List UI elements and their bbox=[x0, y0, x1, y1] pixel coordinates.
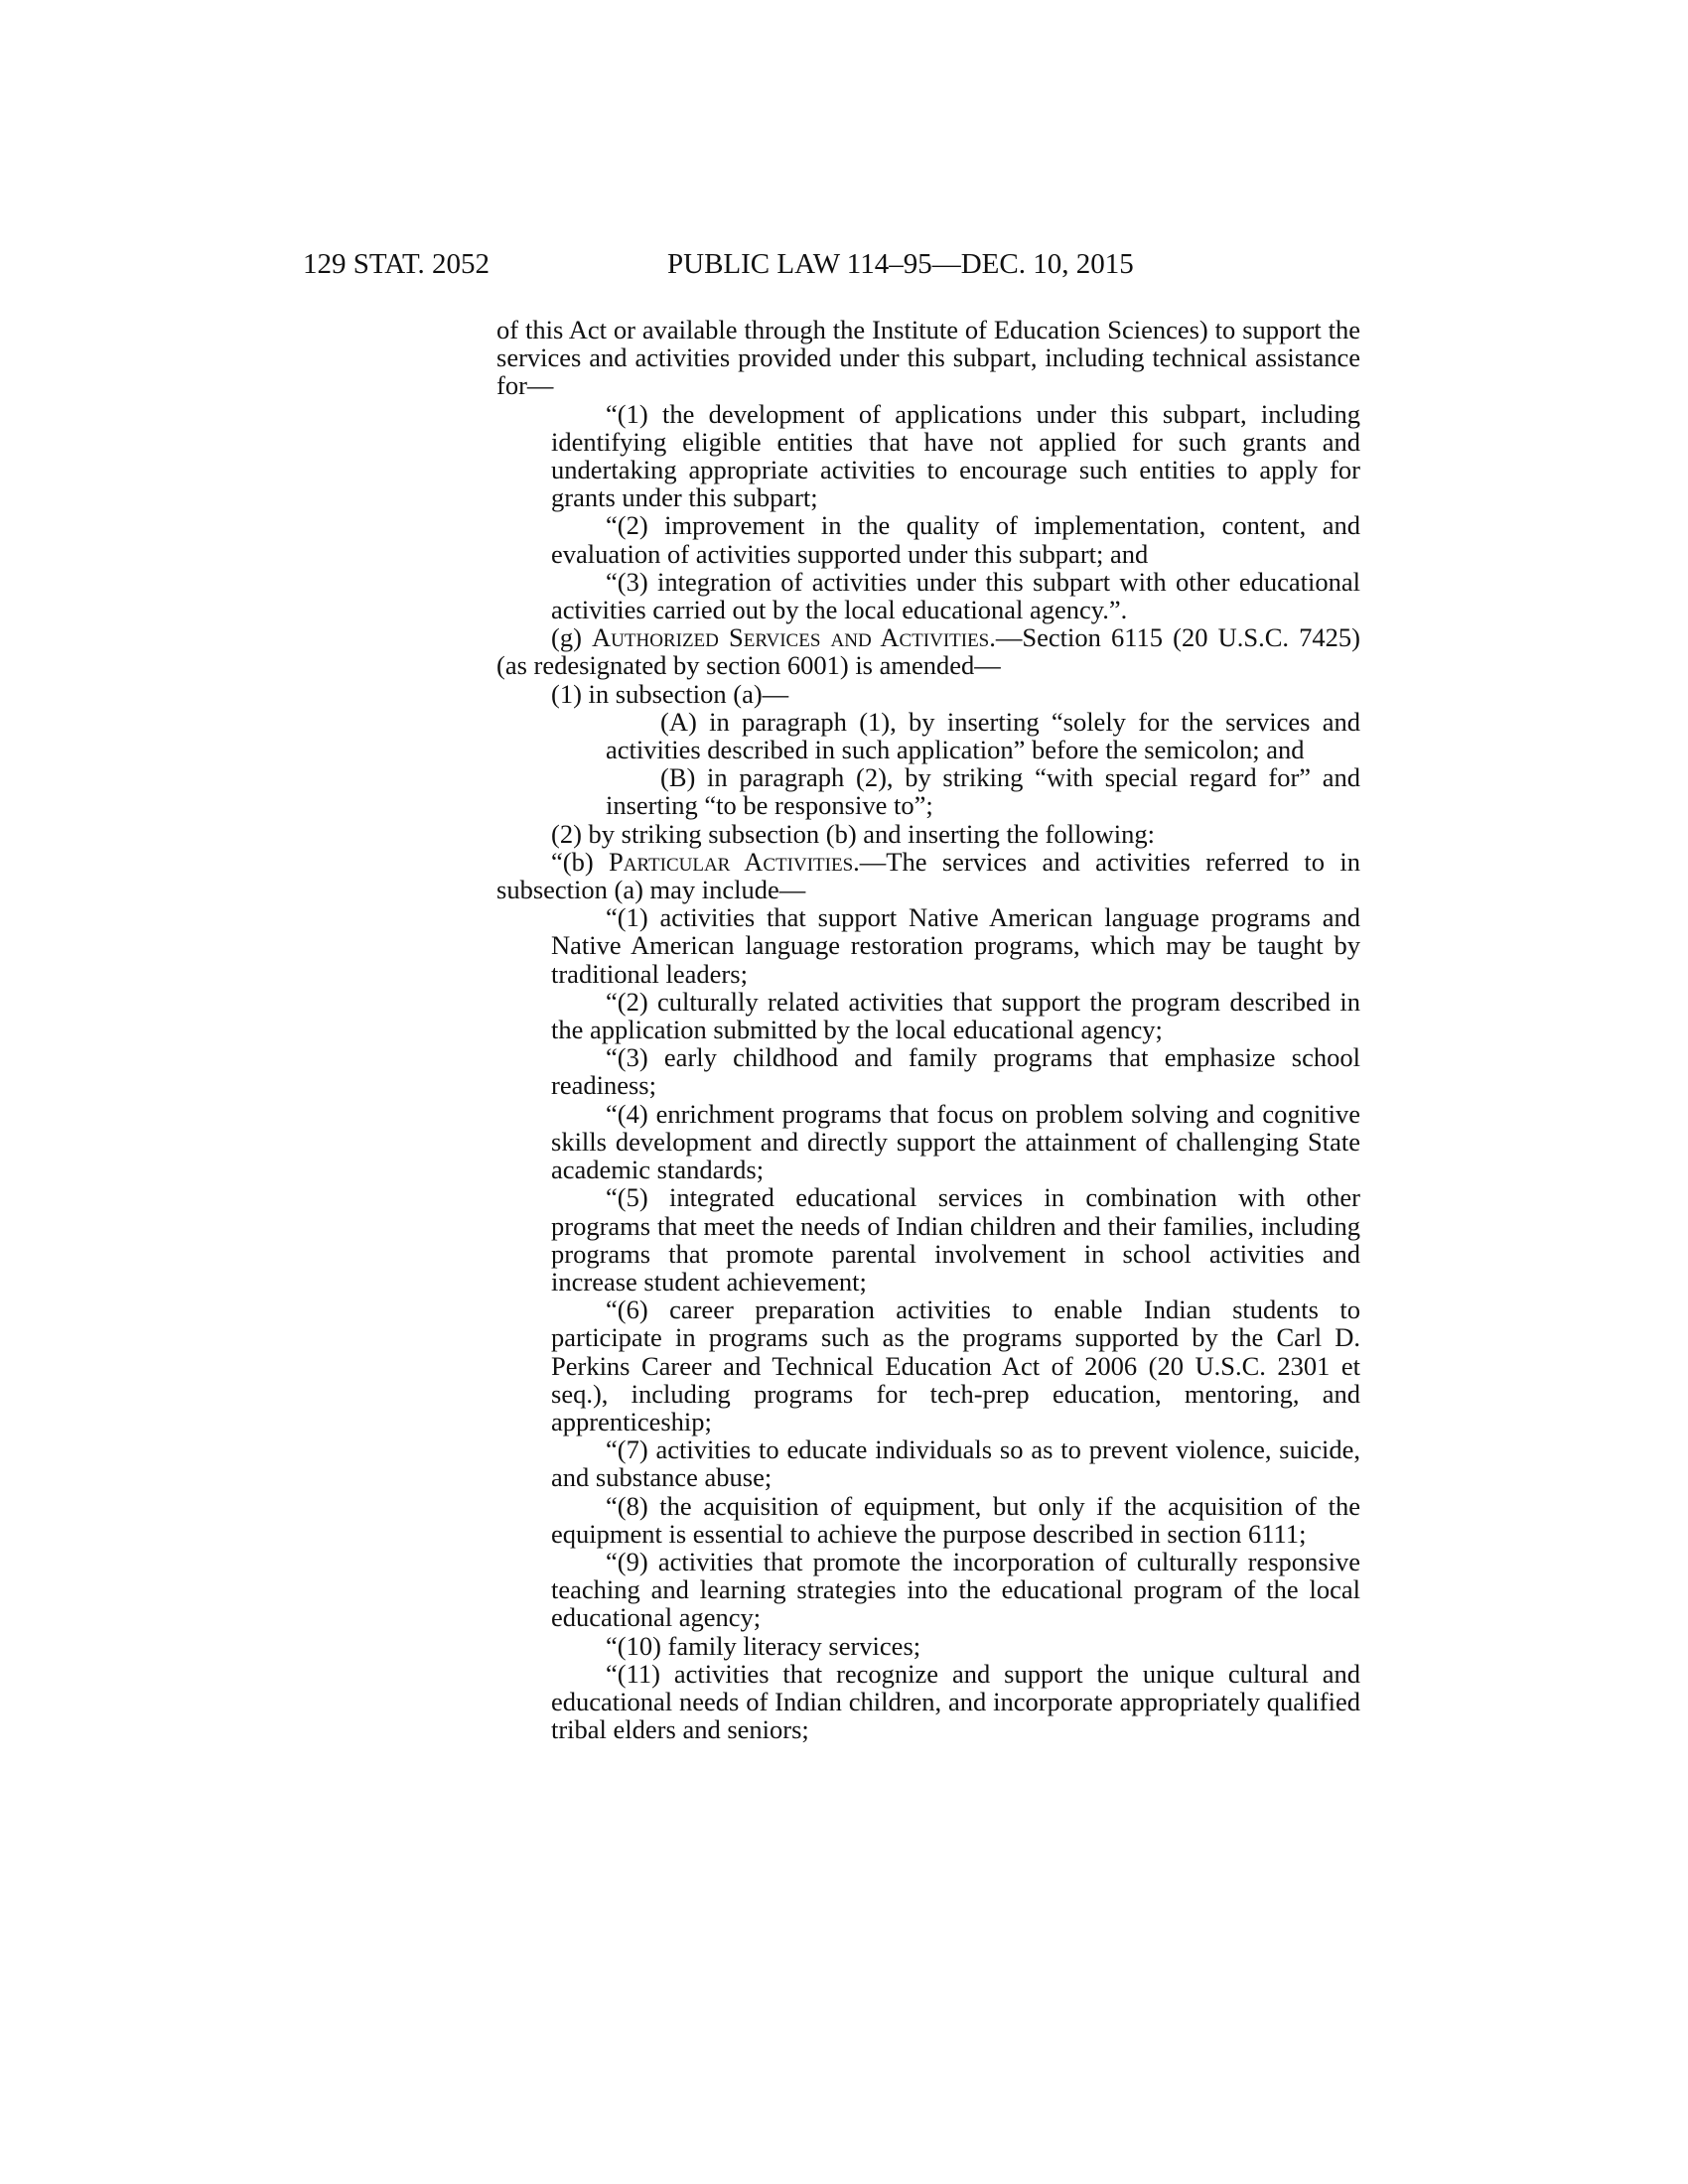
running-title: PUBLIC LAW 114–95—DEC. 10, 2015 bbox=[667, 248, 1134, 280]
paragraph: “(1) the development of applications under this subpart, including identifying eligible entities that have not applied for such grants and undertaking appropriate activities to encourage such entities to apply for grants under this subpart; bbox=[551, 398, 1360, 513]
paragraph: “(5) integrated educational services in combination with other programs that meet the needs of Indian children and their families, including programs that promote parental involvement in school activities and increase student achievement; bbox=[551, 1182, 1360, 1297]
document-body bbox=[496, 316, 1360, 1743]
paragraph: “(11) activities that recognize and support the unique cultural and educational needs of Indian children, and incorporate appropriately qualified tribal elders and seniors; bbox=[551, 1658, 1360, 1745]
stat-citation: 129 STAT. 2052 bbox=[303, 248, 491, 280]
paragraph: (2) by striking subsection (b) and inserting the following: bbox=[551, 818, 1155, 849]
paragraph: “(1) activities that support Native American language programs and Native American language restoration programs, which may be taught by traditional leaders; bbox=[551, 902, 1360, 989]
paragraph-text: —Section 6115 (20 U.S.C. 7425) (as redesignated by section 6001) is amended— bbox=[496, 622, 1360, 681]
section-heading: Authorized Services and Activities. bbox=[592, 622, 996, 653]
paragraph: “(8) the acquisition of equipment, but only if the acquisition of the equipment is essential to achieve the purpose described in section 6111; bbox=[551, 1490, 1360, 1549]
paragraph: “(10) family literacy services; bbox=[606, 1630, 921, 1661]
page-header bbox=[303, 248, 1360, 288]
paragraph-lead: (g) bbox=[551, 622, 593, 653]
paragraph: (1) in subsection (a)— bbox=[551, 678, 789, 709]
paragraph: “(3) early childhood and family programs that emphasize school readiness; bbox=[551, 1042, 1360, 1101]
paragraph: “(3) integration of activities under this subpart with other educational activities carried out by the local educational agency.”. bbox=[551, 566, 1360, 625]
section-paragraph bbox=[496, 623, 1360, 679]
paragraph: “(4) enrichment programs that focus on problem solving and cognitive skills development and directly support the attainment of challenging State academic standards; bbox=[551, 1098, 1360, 1185]
paragraph: “(6) career preparation activities to enable Indian students to participate in programs such as the programs supported by the Carl D. Perkins Career and Technical Education Act of 2006 (20 U.S.C. 2301 et seq.), including programs for tech-prep education, mentoring, and apprenticeship; bbox=[551, 1295, 1360, 1436]
paragraph: “(2) culturally related activities that support the program described in the application submitted by the local educational agency; bbox=[551, 986, 1360, 1045]
paragraph: “(7) activities to educate individuals so as to prevent violence, suicide, and substance abuse; bbox=[551, 1434, 1360, 1493]
paragraph: (A) in paragraph (1), by inserting “solely for the services and activities described in such application” before the semicolon; and bbox=[606, 706, 1360, 765]
section-paragraph bbox=[496, 848, 1360, 903]
section-heading: Particular Activities. bbox=[609, 846, 860, 877]
paragraph: “(2) improvement in the quality of implementation, content, and evaluation of activities supported under this subpart; and bbox=[551, 510, 1360, 569]
paragraph-text: —The services and activities referred to in subsection (a) may include— bbox=[496, 846, 1360, 905]
paragraph: of this Act or available through the Institute of Education Sciences) to support the services and activities provided under this subpart, including technical assistance for— bbox=[496, 315, 1360, 401]
paragraph-lead: “(b) bbox=[551, 846, 610, 877]
paragraph: (B) in paragraph (2), by striking “with special regard for” and inserting “to be responsive to”; bbox=[606, 762, 1360, 821]
paragraph: “(9) activities that promote the incorporation of culturally responsive teaching and learning strategies into the educational program of the local educational agency; bbox=[551, 1546, 1360, 1633]
